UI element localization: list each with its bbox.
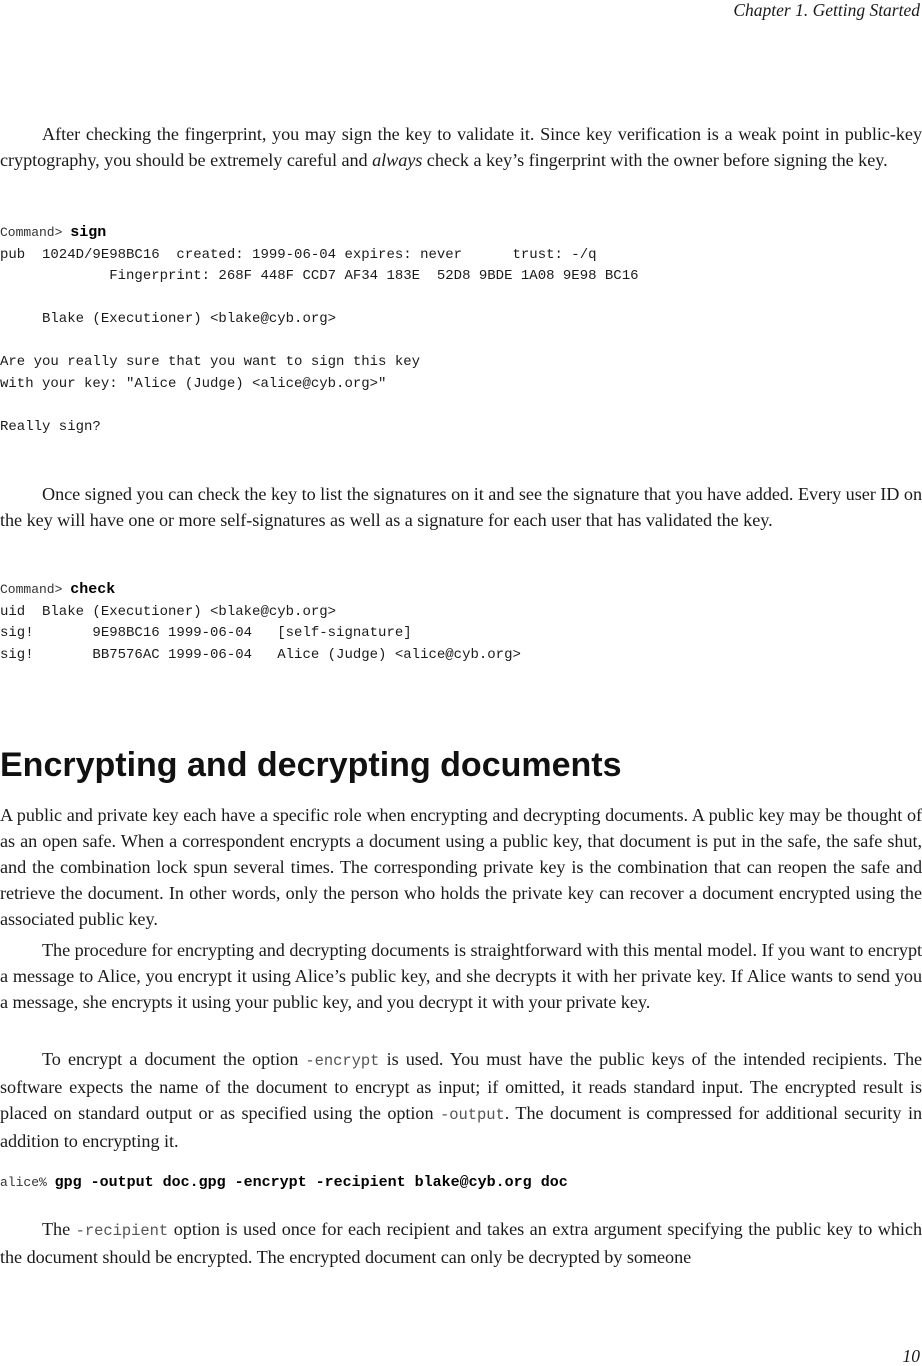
- page-number: 10: [902, 1346, 920, 1366]
- inline-code-output: -output: [440, 1106, 505, 1124]
- chapter-header: Chapter 1. Getting Started: [733, 0, 920, 20]
- text-span: . The document is compressed for additional security in addition to encrypting it.: [0, 1103, 922, 1151]
- command-text: gpg -output doc.gpg -encrypt -recipient blake@cyb.org doc: [54, 1174, 568, 1191]
- command-output: uid Blake (Executioner) <blake@cyb.org> sig! 9E98BC16 1999-06-04 [self-signature] sig! BB7576AC 1999-06-04 Alice (Judge) <alice@cyb.org>: [0, 603, 521, 663]
- command-text: check: [70, 581, 116, 598]
- command-text: sign: [70, 224, 107, 241]
- emphasis-always: always: [372, 150, 423, 170]
- text-span: check a key’s fingerprint with the owner before signing the key.: [422, 150, 888, 170]
- command-prompt: Command>: [0, 582, 71, 597]
- text-span: To encrypt a document the option: [42, 1049, 306, 1069]
- inline-code-encrypt: -encrypt: [305, 1052, 380, 1070]
- code-block-check: [0, 579, 521, 666]
- paragraph-check-intro: Once signed you can check the key to list the signatures on it and see the signature that you have added. Every user ID on the key will have one or more self-signatures as well as a signature for each user that has validated the key.: [0, 484, 922, 530]
- command-prompt: Command>: [0, 225, 71, 240]
- command-prompt: alice%: [0, 1175, 55, 1190]
- text-span: After checking the fingerprint, you may sign the key to validate it. Since key verification is a weak point in public-key cryptography, you should be extremely careful and: [0, 124, 922, 170]
- code-block-sign: [0, 222, 639, 438]
- paragraph-recipient-option: [0, 1216, 922, 1270]
- text-span: is used. You must have the public keys of the intended recipients. The software expects the name of the document to encrypt as input; if omitted, it reads standard input. The encrypted result is placed on standard output or as specified using the option: [0, 1049, 922, 1123]
- paragraph-procedure: The procedure for encrypting and decrypting documents is straightforward with this mental model. If you want to encrypt a message to Alice, you encrypt it using Alice’s public key, and she decrypts it with her private key. If Alice wants to send you a message, she encrypts it using your public key, and you decrypt it with your private key.: [0, 940, 922, 1012]
- paragraph-encrypt-option: [0, 1046, 922, 1154]
- code-block-gpg: [0, 1172, 568, 1195]
- command-output: pub 1024D/9E98BC16 created: 1999-06-04 expires: never trust: -/q Fingerprint: 268F 448F CCD7 AF34 183E 52D8 9BDE 1A08 9E98 BC16 Blake (Executioner) <blake@cyb.org> Are you really sure that you want to sign this key with your key: "Alice (Judge) <alice@cyb.org>" Really sign?: [0, 246, 639, 435]
- inline-code-recipient: -recipient: [75, 1222, 169, 1240]
- paragraph-keys-explained: A public and private key each have a specific role when encrypting and decrypting documents. A public key may be thought of as an open safe. When a correspondent encrypts a document using a public key, that document is put in the safe, the safe shut, and the combination lock spun several times. The corresponding private key is the combination that can reopen the safe and retrieve the document. In other words, only the person who holds the private key can recover a document encrypted using the associated public key.: [0, 805, 922, 929]
- text-span: The: [42, 1219, 76, 1239]
- section-title: Encrypting and decrypting documents: [0, 746, 622, 784]
- text-span: option is used once for each recipient and takes an extra argument specifying the public key to which the document should be encrypted. The encrypted document can only be decrypted by someone: [0, 1219, 922, 1267]
- paragraph-sign-intro: [0, 121, 922, 173]
